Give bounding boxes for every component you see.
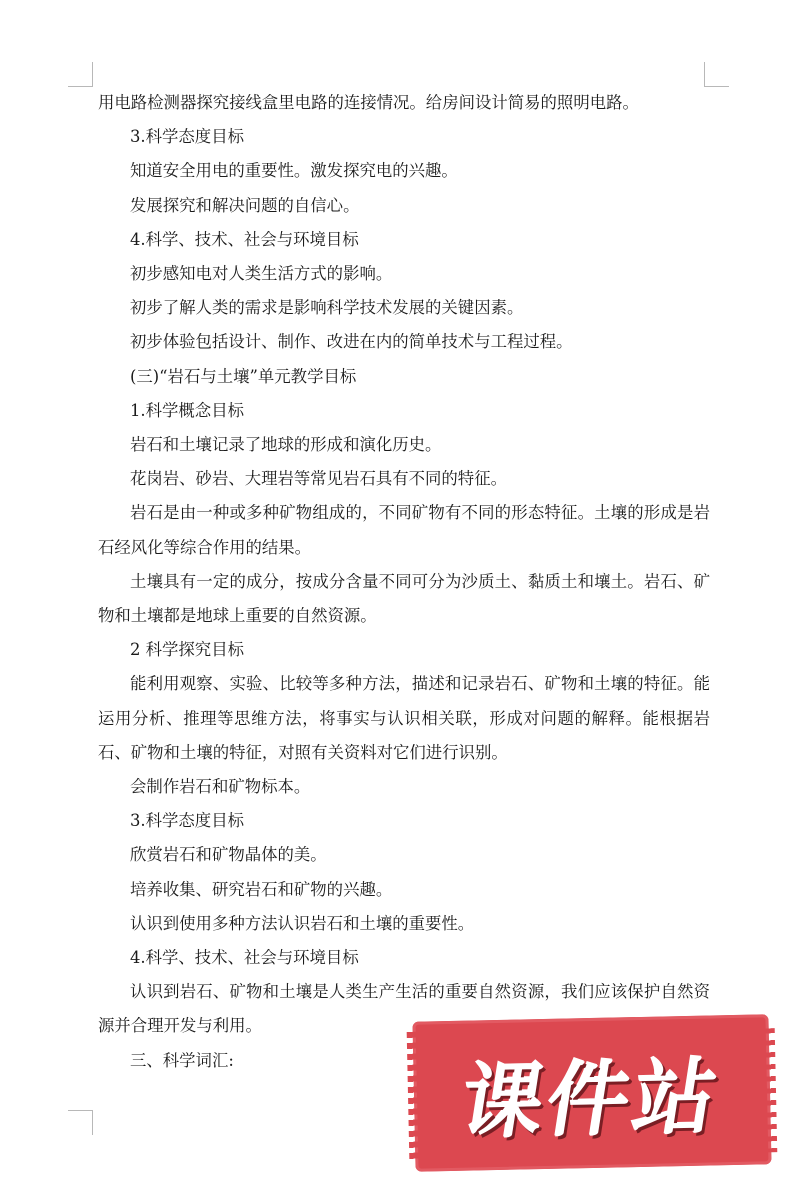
paragraph: 初步感知电对人类生活方式的影响。 [130,264,393,284]
section-heading: 4.科学、技术、社会与环境目标 [130,948,359,968]
paragraph: 初步体验包括设计、制作、改进在内的简单技术与工程过程。 [130,332,573,352]
paragraph: 用电路检测器探究接线盒里电路的连接情况。给房间设计简易的照明电路。 [98,93,639,112]
paragraph: 发展探究和解决问题的自信心。 [130,195,360,215]
paragraph: 能利用观察、实验、比较等多种方法，描述和记录岩石、矿物和土壤的特征。能运用分析、推理等思维方法，将事实与认识相关联，形成对问题的解释。能根据岩石、矿物和土壤的特征，对照有关资料对它们进行识别。 [98,674,710,762]
margin-mark-top-left [68,62,93,87]
paragraph: 知道安全用电的重要性。激发探究电的兴趣。 [130,161,458,181]
paragraph: 欣赏岩石和矿物晶体的美。 [130,845,327,865]
section-heading: 2 科学探究目标 [130,640,244,660]
paragraph: 会制作岩石和矿物标本。 [130,777,311,797]
margin-mark-top-right [704,62,729,87]
section-heading: 1.科学概念目标 [130,400,244,420]
paragraph: 培养收集、研究岩石和矿物的兴趣。 [130,879,393,899]
paragraph: 岩石和土壤记录了地球的形成和演化历史。 [130,435,442,455]
section-heading: 三、科学词汇: [130,1050,234,1070]
paragraph: 花岗岩、砂岩、大理岩等常见岩石具有不同的特征。 [130,469,507,489]
watermark-text: 课件站 [454,1049,728,1151]
paragraph: 土壤具有一定的成分，按成分含量不同可分为沙质土、黏质土和壤土。岩石、矿物和土壤都是地球上重要的自然资源。 [98,571,710,626]
watermark-logo [412,1014,771,1171]
document-body [98,86,710,1078]
paragraph: 认识到岩石、矿物和土壤是人类生产生活的重要自然资源，我们应该保护自然资源并合理开发与利用。 [98,982,710,1036]
section-heading: (三)“岩石与土壤”单元教学目标 [130,366,357,386]
paragraph: 岩石是由一种或多种矿物组成的，不同矿物有不同的形态特征。土壤的形成是岩石经风化等综合作用的结果。 [98,503,710,557]
section-heading: 4.科学、技术、社会与环境目标 [130,229,359,249]
margin-mark-bottom-left [68,1110,93,1135]
paragraph: 初步了解人类的需求是影响科学技术发展的关键因素。 [130,298,524,318]
section-heading: 3.科学态度目标 [130,127,244,147]
section-heading: 3.科学态度目标 [130,811,244,831]
paragraph: 认识到使用多种方法认识岩石和土壤的重要性。 [130,913,475,933]
